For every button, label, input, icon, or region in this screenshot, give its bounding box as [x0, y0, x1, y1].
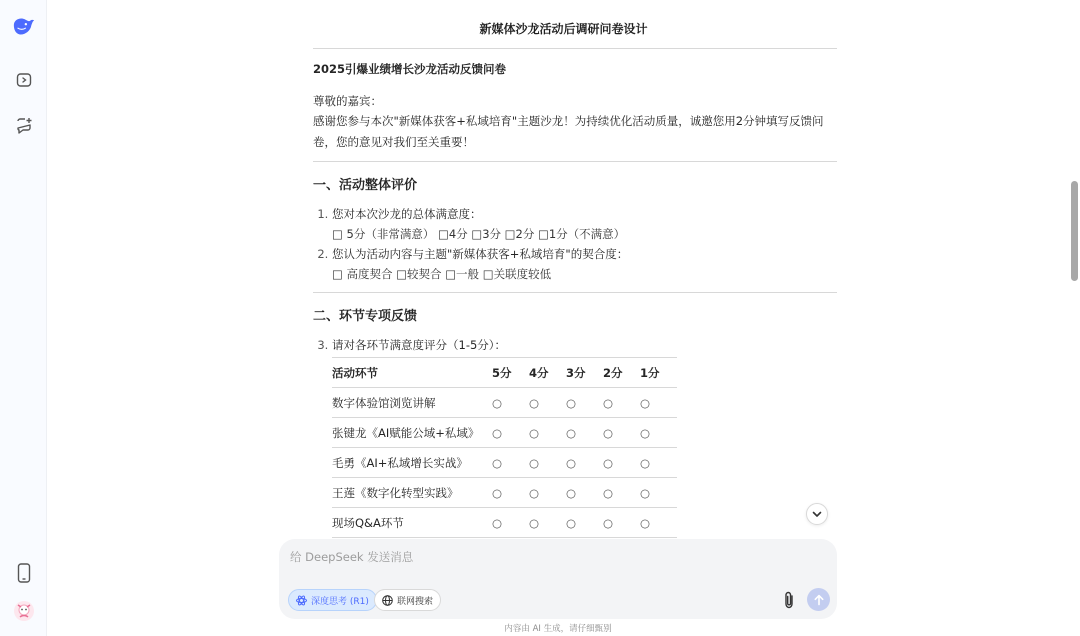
- rating-mark: ○: [529, 478, 566, 508]
- rating-mark: ○: [566, 478, 603, 508]
- rating-mark: ○: [640, 478, 677, 508]
- table-cell: 毛勇《AI+私域增长实战》: [332, 448, 492, 478]
- globe-icon: [382, 595, 393, 606]
- atom-icon: [296, 595, 307, 606]
- rating-mark: ○: [566, 508, 603, 538]
- rating-mark: ○: [603, 418, 640, 448]
- table-header-cell: 4分: [529, 358, 566, 388]
- web-search-toggle[interactable]: [374, 589, 441, 611]
- rating-mark: ○: [529, 388, 566, 418]
- ai-disclaimer: 内容由 AI 生成，请仔细甄别: [504, 624, 612, 634]
- divider: [313, 48, 837, 49]
- rating-mark: ○: [640, 388, 677, 418]
- table-row: [332, 478, 677, 508]
- intro-text: 感谢您参与本次"新媒体获客+私域培育"主题沙龙！为持续优化活动质量，诚邀您用2分钟填写反馈问卷，您的意见对我们至关重要！: [313, 114, 824, 149]
- chevron-down-icon: [811, 508, 823, 520]
- new-chat-icon[interactable]: [12, 114, 36, 138]
- deep-think-label: 深度思考 (R1): [311, 596, 369, 607]
- section-heading: 二、环节专项反馈: [313, 309, 418, 324]
- mobile-app-icon[interactable]: [12, 561, 36, 585]
- rating-mark: ○: [603, 508, 640, 538]
- divider: [313, 292, 837, 293]
- rating-mark: ○: [492, 388, 529, 418]
- question-item: [332, 335, 837, 355]
- deepseek-logo-icon[interactable]: [12, 15, 36, 39]
- scrollbar-thumb[interactable]: [1071, 181, 1078, 281]
- table-cell: 王莲《数字化转型实践》: [332, 478, 492, 508]
- rating-mark: ○: [640, 418, 677, 448]
- conversation-title: 新媒体沙龙活动后调研问卷设计: [479, 22, 648, 36]
- rating-mark: ○: [492, 478, 529, 508]
- table-row: [332, 388, 677, 418]
- rating-table: [332, 357, 677, 538]
- rating-mark: ○: [566, 388, 603, 418]
- arrow-up-icon: [813, 594, 825, 606]
- rating-mark: ○: [603, 388, 640, 418]
- rating-mark: ○: [566, 418, 603, 448]
- web-search-label: 联网搜索: [397, 596, 434, 607]
- user-avatar[interactable]: [12, 599, 36, 623]
- sidebar-rail: [0, 0, 47, 636]
- question-options: □ 5分（非常满意） □4分 □3分 □2分 □1分（不满意）: [332, 227, 626, 241]
- question-item: [332, 204, 837, 244]
- table-header-cell: 1分: [640, 358, 677, 388]
- rating-mark: ○: [529, 508, 566, 538]
- send-button[interactable]: [807, 588, 830, 611]
- table-header-row: [332, 358, 677, 388]
- question-text: 3. 请对各环节满意度评分（1-5分）：: [332, 338, 507, 352]
- table-row: [332, 418, 677, 448]
- table-header-cell: 2分: [603, 358, 640, 388]
- table-row: [332, 448, 677, 478]
- message-content: [313, 48, 837, 538]
- divider: [313, 161, 837, 162]
- deep-think-toggle[interactable]: [288, 589, 377, 611]
- rating-mark: ○: [603, 478, 640, 508]
- rating-mark: ○: [492, 448, 529, 478]
- table-row: [332, 508, 677, 538]
- question-list: [332, 204, 837, 284]
- question-item: [332, 244, 837, 284]
- rating-mark: ○: [492, 418, 529, 448]
- table-header-cell: 5分: [492, 358, 529, 388]
- table-cell: 张键龙《AI赋能公域+私域》: [332, 418, 492, 448]
- scroll-to-bottom-button[interactable]: [806, 503, 828, 525]
- paperclip-icon: [782, 591, 796, 609]
- section-heading: 一、活动整体评价: [313, 178, 418, 193]
- table-header-cell: 活动环节: [332, 358, 492, 388]
- question-list: [332, 335, 837, 355]
- table-header-cell: 3分: [566, 358, 603, 388]
- question-text: 1. 您对本次沙龙的总体满意度：: [332, 207, 482, 221]
- message-input[interactable]: [290, 549, 790, 571]
- rating-mark: ○: [603, 448, 640, 478]
- rating-mark: ○: [529, 418, 566, 448]
- rating-mark: ○: [492, 508, 529, 538]
- sidebar-toggle-icon[interactable]: [12, 68, 36, 92]
- table-cell: 现场Q&A环节: [332, 508, 492, 538]
- message-composer: [279, 539, 837, 619]
- question-text: 2. 您认为活动内容与主题"新媒体获客+私域培育"的契合度：: [332, 247, 629, 261]
- question-options: □ 高度契合 □较契合 □一般 □关联度较低: [332, 267, 552, 281]
- table-cell: 数字体验馆浏览讲解: [332, 388, 492, 418]
- attach-file-button[interactable]: [779, 590, 799, 610]
- greeting-text: 尊敬的嘉宾：: [313, 94, 382, 108]
- rating-mark: ○: [529, 448, 566, 478]
- survey-title: 2025引爆业绩增长沙龙活动反馈问卷: [313, 62, 507, 76]
- rating-mark: ○: [640, 448, 677, 478]
- rating-mark: ○: [566, 448, 603, 478]
- rating-mark: ○: [640, 508, 677, 538]
